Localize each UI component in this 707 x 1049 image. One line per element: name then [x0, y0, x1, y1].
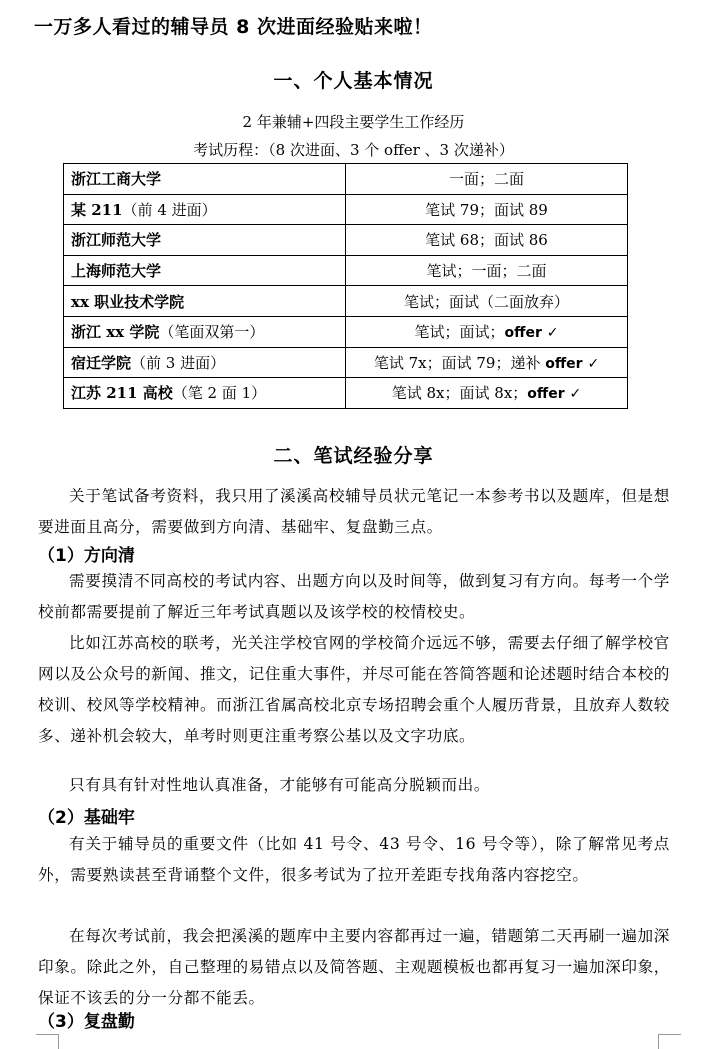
school-name: 某 211: [71, 200, 123, 219]
table-row: [64, 286, 628, 317]
school-cell: [64, 194, 346, 225]
school-cell: [64, 378, 346, 409]
school-cell: [64, 347, 346, 378]
school-cell: [64, 255, 346, 286]
school-note: （笔 2 面 1）: [172, 384, 267, 403]
section2-title: 二、笔试经验分享: [273, 445, 434, 467]
paragraph-foundation-2: 在每次考试前，我会把溪溪的题库中主要内容都再过一遍，错题第二天再刷一遍加深印象。除此之外，自己整理的易错点以及简答题、主观题模板也都再复习一遍加深印象，保证不该丢的分一分都不能丢。: [38, 927, 670, 1007]
table-row: [64, 194, 628, 225]
school-note: （笔面双第一）: [159, 323, 265, 342]
table-row: [64, 255, 628, 286]
result-cell: [346, 316, 628, 347]
school-name: 上海师范大学: [71, 262, 162, 281]
result-cell: [346, 194, 628, 225]
school-name: 浙江 xx 学院: [71, 323, 160, 342]
school-cell: [64, 286, 346, 317]
paragraph-direction-3: 只有具有针对性地认真准备，才能够有可能高分脱颖而出。: [69, 776, 491, 794]
school-name: 江苏 211 高校: [71, 384, 173, 403]
document-title: 一万多人看过的辅导员 8 次进面经验贴来啦！: [34, 16, 433, 38]
paragraph-direction-1: 需要摸清不同高校的考试内容、出题方向以及时间等，做到复习有方向。每考一个学校前都需要提前了解近三年考试真题以及该学校的校情校史。: [38, 572, 670, 621]
result-text: 笔试；面试；: [414, 323, 505, 342]
school-name: 宿迁学院: [71, 353, 132, 372]
offer-badge: offer ✓: [504, 325, 559, 342]
page-corner-mark-right: [658, 1034, 681, 1049]
intro-paragraph: 关于笔试备考资料，我只用了溪溪高校辅导员状元笔记一本参考书以及题库，但是想要进面且高分，需要做到方向清、基础牢、复盘勤三点。: [38, 487, 670, 536]
result-text: 笔试；面试（二面放弃）: [403, 292, 569, 311]
result-cell: [346, 286, 628, 317]
offer-badge: offer ✓: [545, 355, 600, 372]
school-cell: [64, 316, 346, 347]
result-text: 笔试；一面；二面: [426, 262, 547, 281]
school-cell: [64, 164, 346, 195]
subheading-foundation: （2）基础牢: [38, 808, 135, 828]
subheading-review: （3）复盘勤: [38, 1012, 135, 1032]
result-cell: [346, 225, 628, 256]
subheading-direction: （1）方向清: [38, 546, 135, 566]
table-row: [64, 316, 628, 347]
result-text: 笔试 7x；面试 79；递补: [373, 353, 546, 372]
result-text: 笔试 68；面试 86: [425, 231, 548, 250]
paragraph-direction-2: 比如江苏高校的联考，光关注学校官网的学校简介远远不够，需要去仔细了解学校官网以及公众号的新闻、推文，记住重大事件，并尽可能在答简答题和论述题时结合本校的校训、校风等学校精神。而浙江省属高校北京专场招聘会重个人履历背景，且放弃人数较多、递补机会较大，单考时则更注重考察公基以及文字功底。: [38, 634, 670, 745]
result-cell: [346, 347, 628, 378]
school-name: 浙江师范大学: [71, 231, 162, 250]
school-note: （前 4 进面）: [122, 200, 217, 219]
result-cell: [346, 255, 628, 286]
result-text: 笔试 79；面试 89: [425, 200, 548, 219]
exam-history: 考试历程：（8 次进面、3 个 offer 、3 次递补）: [193, 141, 514, 159]
experience-summary: 2 年兼辅+四段主要学生工作经历: [242, 113, 465, 131]
result-cell: [346, 164, 628, 195]
school-cell: [64, 225, 346, 256]
school-name: 浙江工商大学: [71, 170, 162, 189]
table-row: [64, 347, 628, 378]
table-row: [64, 164, 628, 195]
page-corner-mark-left: [36, 1034, 59, 1049]
paragraph-foundation-1: 有关于辅导员的重要文件（比如 41 号令、43 号令、16 号令等），除了解常见考点外，需要熟读甚至背诵整个文件，很多考试为了拉开差距专找角落内容挖空。: [38, 835, 670, 884]
section1-title: 一、个人基本情况: [273, 70, 434, 92]
result-cell: [346, 378, 628, 409]
result-text: 笔试 8x；面试 8x；: [391, 384, 528, 403]
result-text: 一面；二面: [448, 170, 524, 189]
offer-badge: offer ✓: [527, 386, 582, 403]
exam-table: [63, 163, 628, 409]
school-name: xx 职业技术学院: [71, 292, 185, 311]
table-row: [64, 378, 628, 409]
table-row: [64, 225, 628, 256]
school-note: （前 3 进面）: [131, 353, 226, 372]
